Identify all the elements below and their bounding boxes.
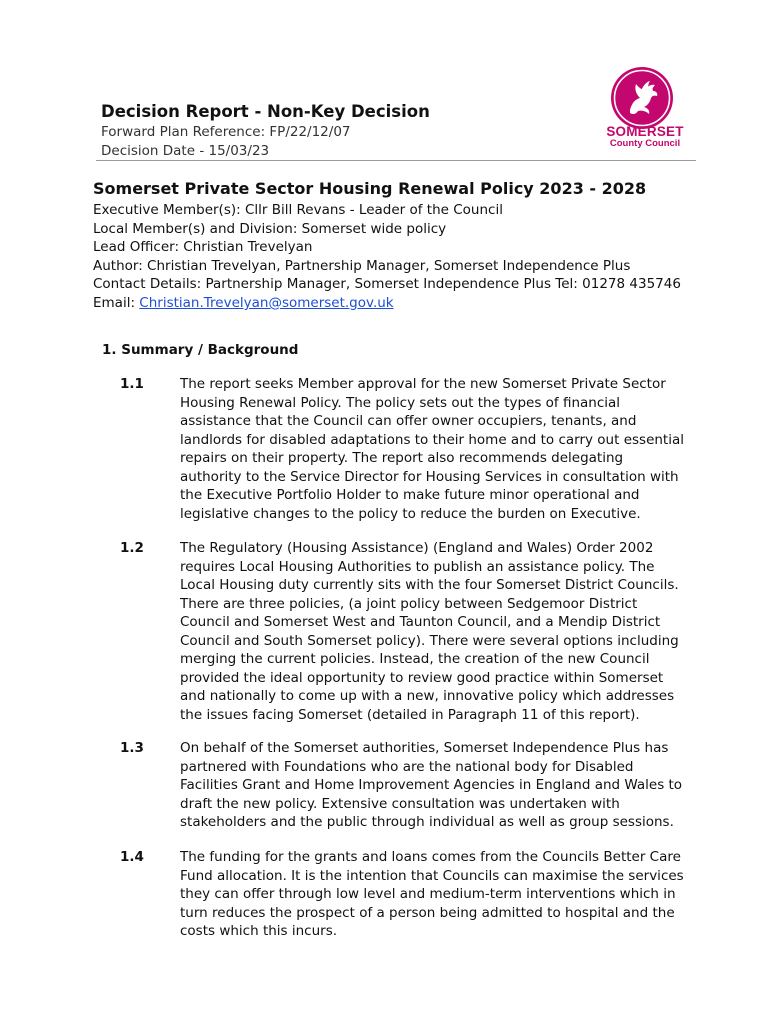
text-line: The funding for the grants and loans comes from the Councils Better Care xyxy=(180,849,681,865)
paragraph-number: 1.4 xyxy=(120,849,144,865)
text-line: costs which this incurs. xyxy=(180,923,338,939)
text-line: they can offer through low level and medium-term interventions which in xyxy=(180,886,676,902)
text-line: Council and South Somerset policy). There were several options including xyxy=(180,632,679,649)
text-line: stakeholders and the public through individual as well as group sessions. xyxy=(180,814,674,830)
logo-subtitle: County Council xyxy=(609,138,681,149)
author: Author: Christian Trevelyan, Partnership Manager, Somerset Independence Plus xyxy=(93,257,631,274)
text-line: merging the current policies. Instead, the creation of the new Council xyxy=(180,651,650,667)
text-line: landlords for disabled adaptations to their home and to carry out essential xyxy=(180,431,684,448)
text-line: There are three policies, (a joint policy between Sedgemoor District xyxy=(180,595,638,612)
paragraph-number: 1.1 xyxy=(120,376,144,392)
text-line: The Regulatory (Housing Assistance) (England and Wales) Order 2002 xyxy=(180,540,654,556)
paragraph-number: 1.2 xyxy=(120,540,144,556)
text-line: Fund allocation. It is the intention that Councils can maximise the services xyxy=(180,867,684,884)
text-line: assistance that the Council can offer owner occupiers, tenants, and xyxy=(180,413,637,429)
text-line: legislative changes to the policy to reduce the burden on Executive. xyxy=(180,505,641,522)
text-line: On behalf of the Somerset authorities, Somerset Independence Plus has xyxy=(180,740,669,756)
contact-details: Contact Details: Partnership Manager, Somerset Independence Plus Tel: 01278 435746 xyxy=(93,276,681,293)
report-header xyxy=(101,101,581,161)
lead-officer: Lead Officer: Christian Trevelyan xyxy=(93,239,313,256)
text-line: repairs on their property. The report also recommends delegating xyxy=(180,450,624,466)
text-line: authority to the Service Director for Housing Services in consultation with xyxy=(180,468,679,485)
text-line: turn reduces the prospect of a person being admitted to hospital and the xyxy=(180,904,675,921)
decision-date: Decision Date - 15/03/23 xyxy=(101,143,270,159)
email-line xyxy=(93,294,733,313)
section-heading: 1. Summary / Background xyxy=(102,342,299,358)
text-line: and nationally to come up with a new, innovative policy which addresses xyxy=(180,688,675,704)
text-line: provided the ideal opportunity to review good practice within Somerset xyxy=(180,669,664,686)
text-line: Council and Somerset West and Taunton Council, and a Mendip District xyxy=(180,614,661,630)
somerset-council-logo xyxy=(606,66,696,162)
text-line: Housing Renewal Policy. The policy sets out the types of financial xyxy=(180,394,621,411)
text-line: Facilities Grant and Home Improvement Agencies in England and Wales to xyxy=(180,777,683,793)
wyvern-emblem-icon xyxy=(610,66,674,130)
forward-plan-reference: Forward Plan Reference: FP/22/12/07 xyxy=(101,124,351,140)
text-line: The report seeks Member approval for the new Somerset Private Sector xyxy=(180,376,666,392)
header-divider xyxy=(96,160,696,161)
email-label: Email: xyxy=(93,294,140,311)
paragraph-text xyxy=(180,848,700,941)
text-line: draft the new policy. Extensive consultation was undertaken with xyxy=(180,795,620,812)
text-line: partnered with Foundations who are the national body for Disabled xyxy=(180,758,634,775)
paragraph-text xyxy=(180,739,700,832)
email-link[interactable]: Christian.Trevelyan@somerset.gov.uk xyxy=(139,294,394,311)
report-title: Decision Report - Non-Key Decision xyxy=(101,102,430,121)
logo-name: SOMERSET xyxy=(606,124,684,139)
policy-details xyxy=(93,178,733,313)
text-line: requires Local Housing Authorities to publish an assistance policy. The xyxy=(180,558,655,575)
local-members: Local Member(s) and Division: Somerset wide policy xyxy=(93,220,447,237)
executive-members: Executive Member(s): Cllr Bill Revans - Leader of the Council xyxy=(93,202,503,218)
policy-title: Somerset Private Sector Housing Renewal Policy 2023 - 2028 xyxy=(93,179,647,198)
paragraph-number: 1.3 xyxy=(120,740,144,756)
paragraph-text xyxy=(180,539,700,724)
text-line: the issues facing Somerset (detailed in Paragraph 11 of this report). xyxy=(180,706,640,723)
text-line: the Executive Portfolio Holder to make future minor operational and xyxy=(180,487,640,503)
paragraph-text xyxy=(180,375,700,523)
text-line: Local Housing duty currently sits with the four Somerset District Councils. xyxy=(180,577,679,593)
